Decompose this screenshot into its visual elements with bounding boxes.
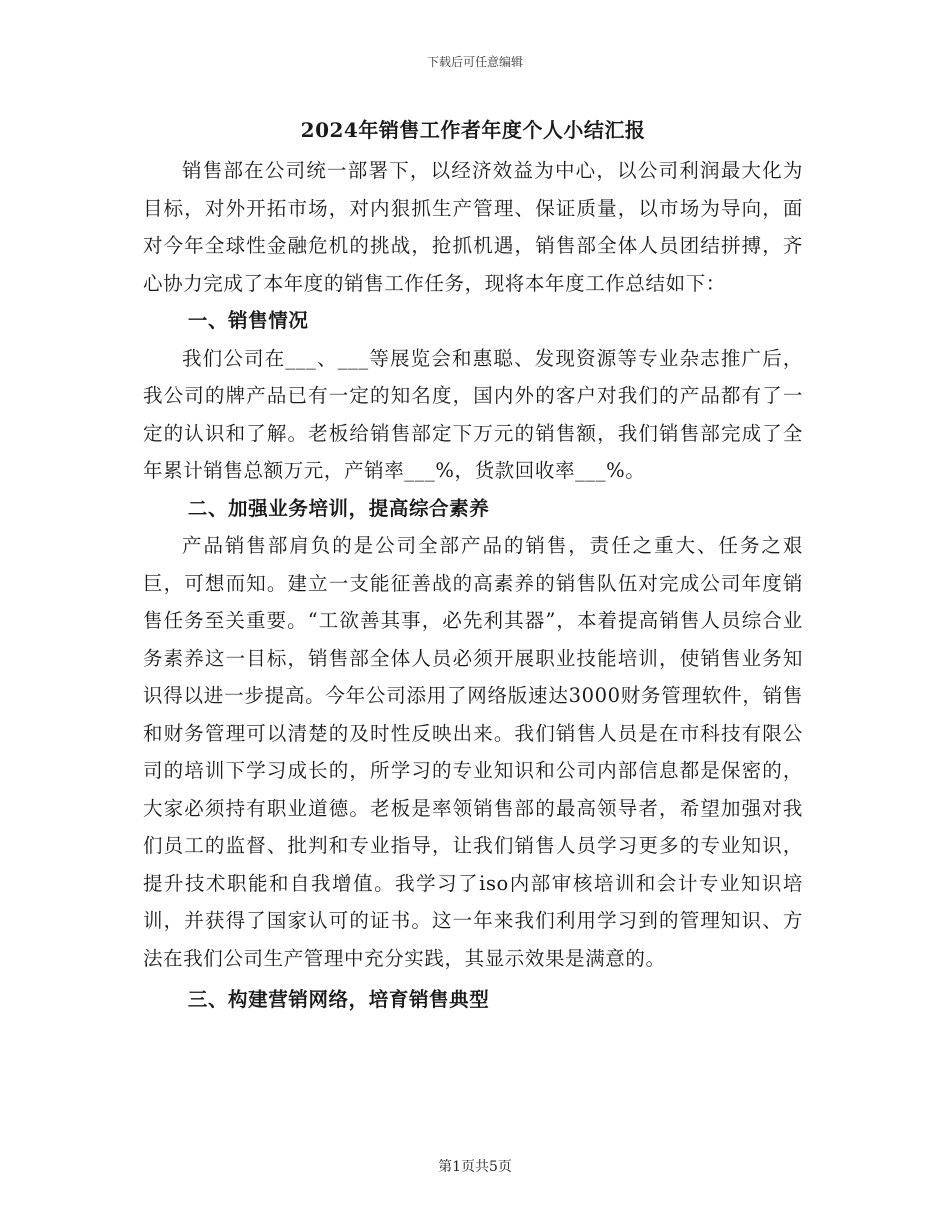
section-body-sales: 我们公司在___、___等展览会和惠聪、发现资源等专业杂志推广后，我公司的牌产品已有一定的知名度，国内外的客户对我们的产品都有了一定的认识和了解。老板给销售部定下万元的销售额，我们销售部完成了全年累计销售总额万元，产销率___%，货款回收率___%。	[143, 346, 803, 482]
document-title: 2024年销售工作者年度个人小结汇报	[300, 118, 646, 142]
section-heading-network: 三、构建营销网络，培育销售典型	[187, 988, 490, 1011]
section-body-training: 产品销售部肩负的是公司全部产品的销售，责任之重大、任务之艰巨，可想而知。建立一支能征善战的高素养的销售队伍对完成公司年度销售任务至关重要。“工欲善其事，必先利其器”，本着提高销售人员综合业务素养这一目标，销售部全体人员必须开展职业技能培训，使销售业务知识得以进一步提高。今年公司添用了网络版速达3000财务管理软件，销售和财务管理可以清楚的及时性反映出来。我们销售人员是在市科技有限公司的培训下学习成长的，所学习的专业知识和公司内部信息都是保密的，大家必须持有职业道德。老板是率领销售部的最高领导者，希望加强对我们员工的监督、批判和专业指导，让我们销售人员学习更多的专业知识，提升技术职能和自我增值。我学习了iso内部审核培训和会计专业知识培训，并获得了国家认可的证书。这一年来我们利用学习到的管理知识、方法在我们公司生产管理中充分实践，其显示效果是满意的。	[143, 534, 803, 970]
header-note: 下载后可任意编辑	[426, 55, 523, 69]
intro-paragraph: 销售部在公司统一部署下，以经济效益为中心，以公司利润最大化为目标，对外开拓市场，对内狠抓生产管理、保证质量，以市场为导向，面对今年全球性金融危机的挑战，抢抓机遇，销售部全体人员团结拼搏，齐心协力完成了本年度的销售工作任务，现将本年度工作总结如下：	[143, 159, 803, 295]
document-body	[143, 112, 803, 1019]
page-footer: 第1页共5页	[438, 1159, 512, 1175]
section-heading-sales: 一、销售情况	[187, 309, 309, 332]
section-heading-training: 二、加强业务培训，提高综合素养	[187, 496, 490, 520]
